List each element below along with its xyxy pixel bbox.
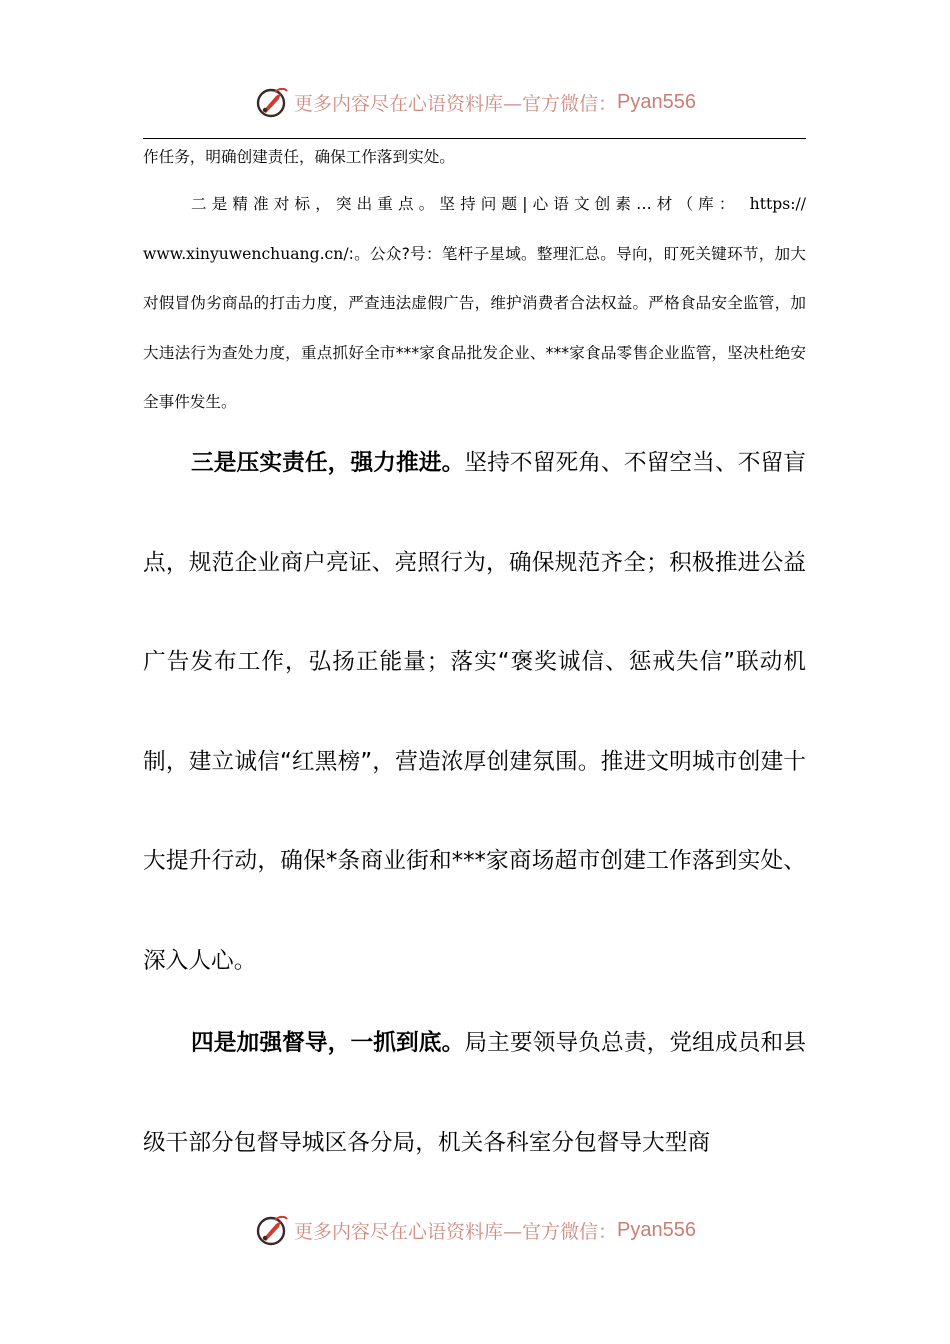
header-watermark [0,80,950,124]
paragraph-3 [143,414,806,1012]
footer-watermark [0,1208,950,1252]
para4-heading: 四是加强督导，一抓到底。 [191,1030,465,1056]
paragraph-4 [143,994,806,1193]
para2-insert-tail: :。公众?号：笔杆子星域。整理汇总。 [348,244,617,263]
paragraph-3-text [143,414,806,1012]
watermark-account-id: Pyan556 [617,90,696,113]
para2-insert-text: 心语文创素…材（库： [527,195,740,213]
para2-url-b: www.xinyuwenchuang.cn/ [143,244,349,263]
continued-line-text: 作任务，明确创建责任，确保工作落到实处。 [143,148,455,166]
para2-url-a: https:// [749,195,806,213]
paragraph-4-text [143,994,806,1193]
para2-body: 导向，盯死关键环节，加大对假冒伪劣商品的打击力度，严查违法虚假广告，维护消费者合法权益。严格食品安全监管，加大违法行为查处力度，重点抓好全市***家食品批发企业、***家食品零售企业监管，坚决杜绝安全事件发生。 [143,244,806,411]
para2-insert-bar: | [522,195,528,213]
pen-logo-icon [254,1212,290,1248]
continued-line [143,133,806,183]
paragraph-2 [143,180,806,428]
para4-body: 局主要领导负总责，党组成员和县级干部分包督导城区各分局，机关各科室分包督导大型商 [143,1030,806,1156]
watermark-account-id: Pyan556 [617,1218,696,1241]
pen-logo-icon [254,84,290,120]
watermark-brand-text: 更多内容尽在心语资料库—官方微信： [294,92,618,115]
watermark-brand-text: 更多内容尽在心语资料库—官方微信： [294,1220,618,1243]
para3-body: 坚持不留死角、不留空当、不留盲点，规范企业商户亮证、亮照行为，确保规范齐全；积极推进公益广告发布工作，弘扬正能量；落实“褒奖诚信、惩戒失信”联动机制，建立诚信“红黑榜”，营造浓厚创建氛围。推进文明城市创建十大提升行动，确保*条商业街和***家商场超市创建工作落到实处、深入人心。 [143,450,806,974]
para3-heading: 三是压实责任，强力推进。 [191,450,465,476]
para2-lead: 二是精准对标，突出重点。坚持问题 [191,195,523,213]
paragraph-2-text [143,180,806,428]
